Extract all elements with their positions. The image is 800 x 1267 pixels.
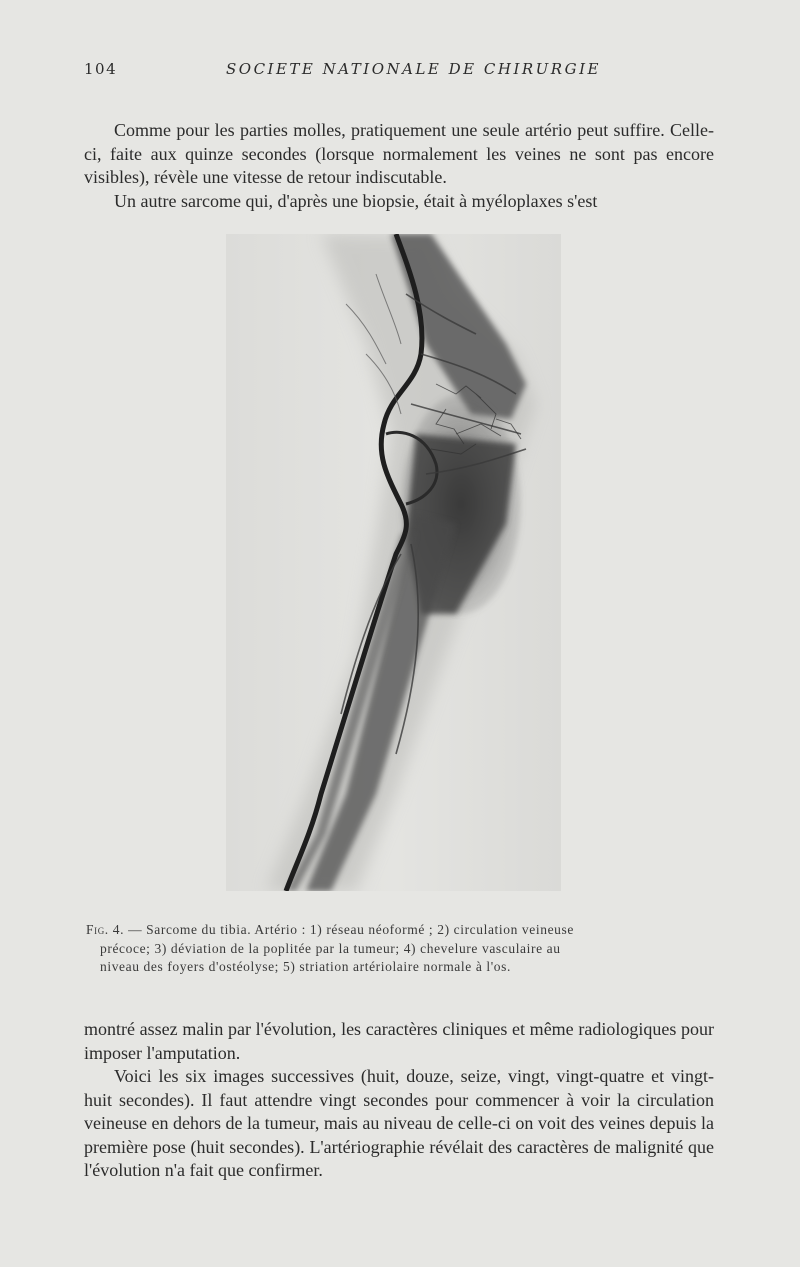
- caption-label: Fig. 4.: [86, 922, 125, 937]
- page-number: 104: [84, 60, 118, 78]
- radiograph-figure: [226, 234, 561, 891]
- paragraph-1: Comme pour les parties molles, pratiquement une seule artério peut suffire. Celle-ci, faite aux quinze secondes (lorsque normalement les veines ne sont pas encore visibles), révèle une vitesse de retour indiscutable.: [84, 120, 714, 187]
- running-title: SOCIETE NATIONALE DE CHIRURGIE: [226, 60, 601, 78]
- paragraph-3: montré assez malin par l'évolution, les caractères cliniques et même radiologiques pour imposer l'amputation.: [84, 1019, 714, 1063]
- figure-caption: [86, 921, 714, 977]
- page-header: [84, 60, 714, 82]
- caption-line-1: — Sarcome du tibia. Artério : 1) réseau néoformé ; 2) circulation veineuse: [128, 922, 574, 937]
- caption-line-2: précoce; 3) déviation de la poplitée par la tumeur; 4) chevelure vasculaire au: [100, 940, 561, 956]
- paragraph-2: Un autre sarcome qui, d'après une biopsie, était à myéloplaxes s'est: [114, 191, 598, 211]
- caption-line-3: niveau des foyers d'ostéolyse; 5) striation artériolaire normale à l'os.: [100, 959, 511, 974]
- paragraph-4: Voici les six images successives (huit, douze, seize, vingt, vingt-quatre et vingt-huit secondes). Il faut attendre vingt secondes pour commencer à voir la circulation veineuse en dehors de la tumeur, mais au niveau de celle-ci on voit des veines depuis la première pose (huit secondes). L'artériographie révélait des caractères de malignité que l'évolution n'a fait que confirmer.: [84, 1066, 714, 1180]
- radiograph-image: [226, 234, 561, 891]
